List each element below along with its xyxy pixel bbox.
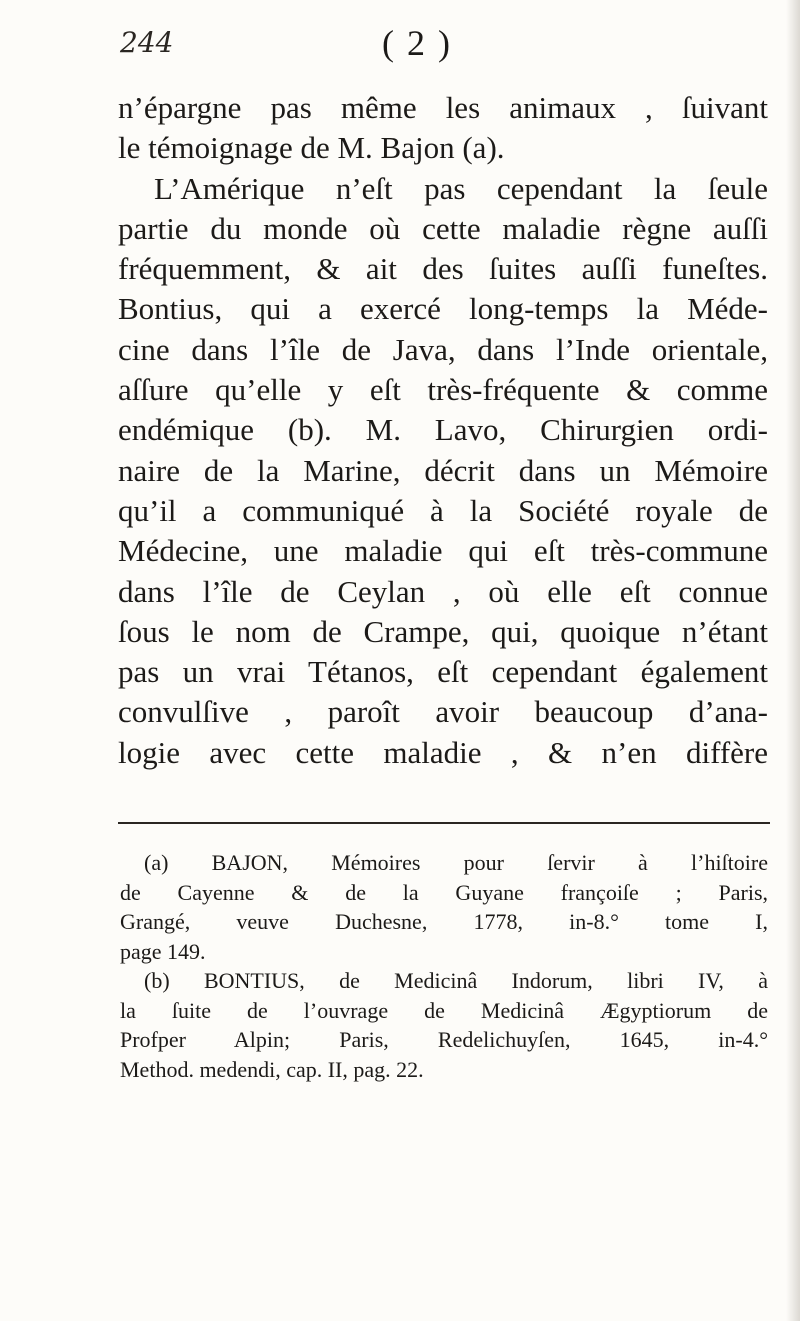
text-line: convulſive , paroît avoir beaucoup d’ana- — [118, 694, 768, 730]
text-line: Médecine, une maladie qui eſt très-commune — [118, 533, 768, 569]
text-line: L’Amérique n’eſt pas cependant la ſeule — [154, 170, 768, 206]
text-line: aſſure qu’elle y eſt très-fréquente & comme — [118, 372, 768, 408]
page-header — [0, 22, 800, 82]
footnote-line: Profper Alpin; Paris, Redelichuyſen, 1645, in-4.° — [120, 1027, 768, 1052]
text-line: pas un vrai Tétanos, eſt cependant également — [118, 654, 768, 690]
text-line: fréquemment, & ait des ſuites auſſi funeſtes. — [118, 251, 768, 287]
text-line: partie du monde où cette maladie règne auſſi — [118, 210, 768, 246]
footnote-line: (b) BONTIUS, de Medicinâ Indorum, libri IV, à — [144, 968, 768, 993]
footnote-line: de Cayenne & de la Guyane françoiſe ; Paris, — [120, 879, 768, 905]
text-line: n’épargne pas même les animaux , ſuivant — [118, 90, 768, 125]
footnote-line: (a) BAJON, Mémoires pour ſervir à l’hiſtoire — [144, 850, 768, 875]
footnotes-block — [120, 848, 768, 1084]
main-text-block — [118, 88, 768, 773]
text-line: Bontius, qui a exercé long-temps la Méde- — [118, 291, 768, 327]
footnote-line: la ſuite de l’ouvrage de Medicinâ Ægyptiorum de — [120, 997, 768, 1023]
text-line: dans l’île de Ceylan , où elle eſt connue — [118, 573, 768, 609]
text-line: endémique (b). M. Lavo, Chirurgien ordi- — [118, 412, 768, 448]
text-line: ſous le nom de Crampe, qui, quoique n’étant — [118, 613, 768, 649]
footnote-line: Method. medendi, cap. II, pag. 22. — [120, 1056, 424, 1082]
text-line: logie avec cette maladie , & n’en diffère — [118, 734, 768, 770]
footnote-line: page 149. — [120, 938, 206, 964]
text-line: cine dans l’île de Java, dans l’Inde orientale, — [118, 331, 768, 367]
text-line: naire de la Marine, décrit dans un Mémoire — [118, 452, 768, 488]
handwritten-folio-mark: 244 — [120, 26, 174, 59]
page-number: ( 2 ) — [382, 23, 452, 63]
text-line: qu’il a communiqué à la Société royale de — [118, 492, 768, 528]
footnote-line: Grangé, veuve Duchesne, 1778, in-8.° tome I, — [120, 909, 768, 934]
text-line: le témoignage de M. Bajon (a). — [118, 130, 505, 166]
footnote-divider — [118, 822, 770, 824]
page-edge-shadow — [786, 0, 800, 1321]
